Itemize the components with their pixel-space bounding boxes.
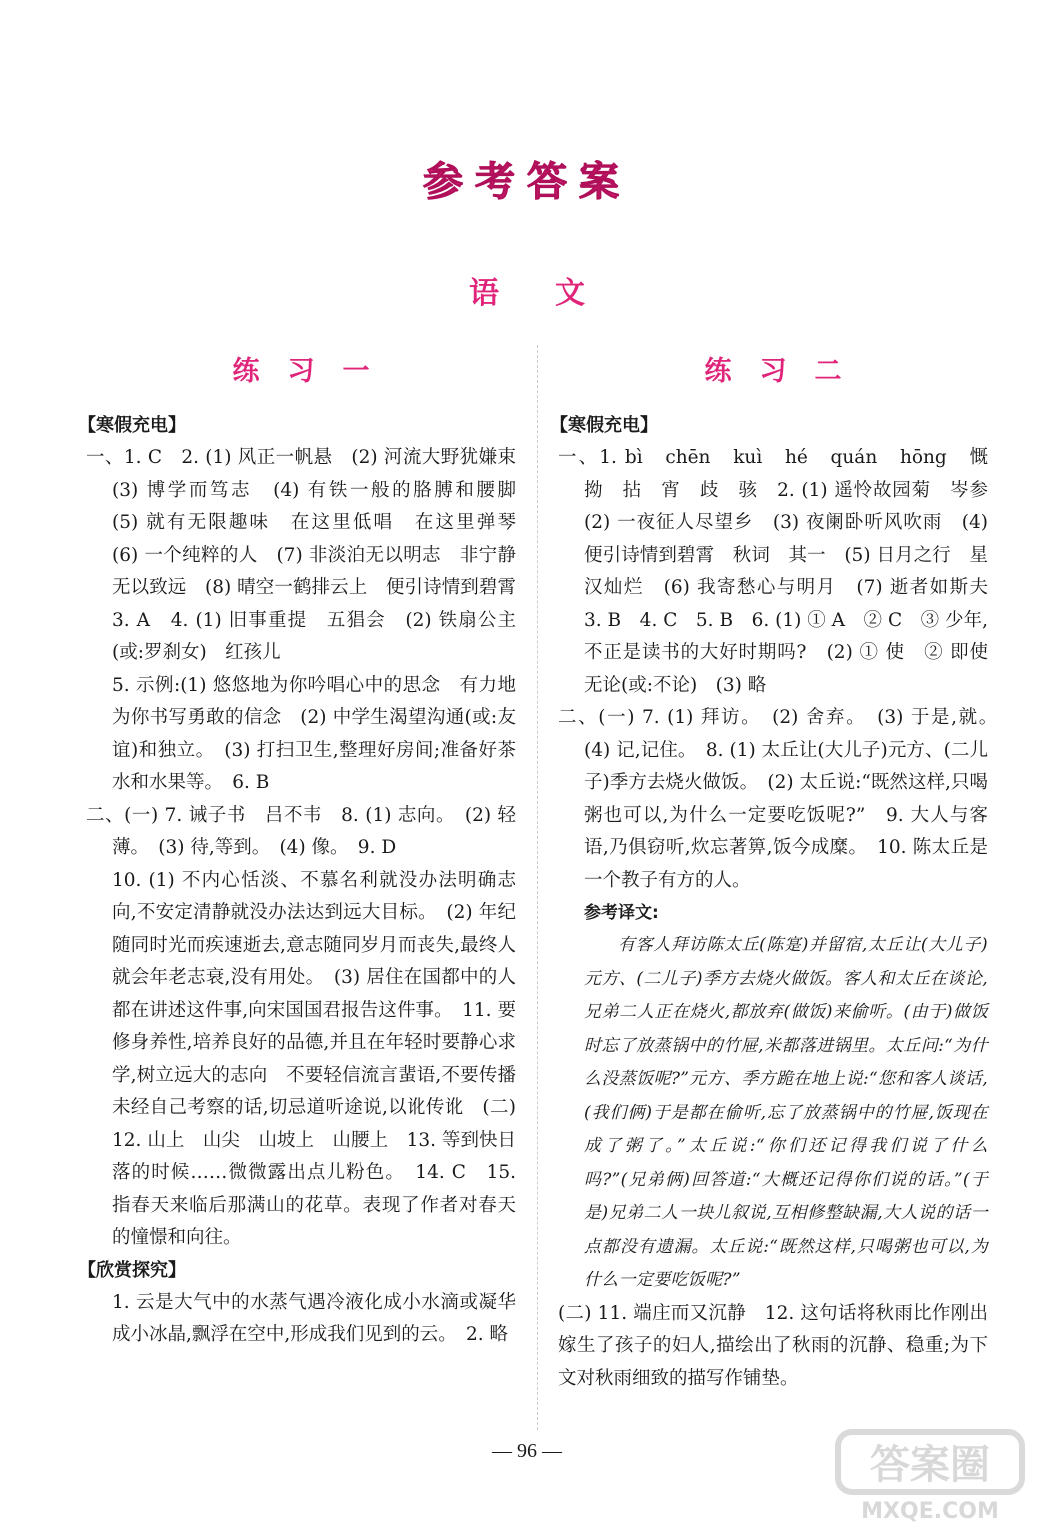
answer-paragraph: 一、1. C 2. (1) 风正一帆悬 (2) 河流大野犹嫌束 (3) 博学而笃志 (4) 有铁一般的胳膊和腰脚 (5) 就有无限趣味 在这里低唱 在这里弹琴 (6) 一个纯粹的人 (7) 非淡泊无以明志 非宁静无以致远 (8) 晴空一鹤排云上 便引诗情到碧霄 3. A 4. (1) 旧事重提 五猖会 (2) 铁扇公主(或:罗刹女) 红孩儿 bbox=[86, 447, 535, 663]
svg-text:答案圈: 答案圈 bbox=[870, 1442, 990, 1488]
exercise-title: 练习一 bbox=[232, 356, 398, 387]
svg-text:MXQE.COM: MXQE.COM bbox=[861, 1499, 999, 1524]
answer-paragraph: (二) 11. 端庄而又沉静 12. 这句话将秋雨比作刚出嫁生了孩子的妇人,描绘出了秋雨的沉静、稳重;为下文对秋雨细致的描写作铺垫。 bbox=[558, 1302, 988, 1389]
left-column bbox=[78, 352, 535, 1352]
answer-paragraph: 一、1. bì chēn kuì hé quán hōng 慨 拗 拈 宵 歧 骇 2. (1) 遥怜故园菊 岑参 (2) 一夜征人尽望乡 (3) 夜阑卧听风吹雨 (4) 便引诗情到碧霄 秋词 其一 (5) 日月之行 星汉灿烂 (6) 我寄愁心与明月 (7) 逝者如斯夫 3. B 4. C 5. B 6. (1) ① A ② C ③ 少年,不正是读书的大好时期吗? (2) ① 使 ② 即使 无论(或:不论) (3) 略 bbox=[558, 447, 1007, 696]
answer-paragraph: 5. 示例:(1) 悠悠地为你吟唱心中的思念 有力地为你书写勇敢的信念 (2) 中学生渴望沟通(或:友谊)和独立。 (3) 打扫卫生,整理好房间;准备好茶水和水果等。 6. B bbox=[112, 674, 516, 793]
watermark-logo bbox=[830, 1426, 1030, 1526]
section-heading: 【寒假充电】 bbox=[78, 415, 186, 436]
translation-text: 有客人拜访陈太丘(陈寔)并留宿,太丘让(大儿子)元方、(二儿子)季方去烧火做饭。客人和太丘在谈论,兄弟二人正在烧火,都放弃(做饭)来偷听。(由于)做饭时忘了放蒸锅中的竹屉,米都落进锅里。太丘问:“为什么没蒸饭呢?”元方、季方跪在地上说:“您和客人谈话,(我们俩)于是都在偷听,忘了放蒸锅中的竹屉,饭现在成了粥了。”太丘说:“你们还记得我们说了什么吗?”(兄弟俩)回答道:“大概还记得你们说的话。”(于是)兄弟二人一块儿叙说,互相修整缺漏,大人说的话一点都没有遗漏。太丘说:“既然这样,只喝粥也可以,为什么一定要吃饭呢?” bbox=[584, 935, 988, 1290]
answer-paragraph: 1. 云是大气中的水蒸气遇冷液化成小水滴或凝华成小冰晶,飘浮在空中,形成我们见到的云。 2. 略 bbox=[112, 1291, 516, 1345]
subject-heading: 语文 bbox=[469, 276, 641, 311]
section-heading: 【欣赏探究】 bbox=[78, 1259, 186, 1281]
section-heading: 【寒假充电】 bbox=[550, 415, 658, 436]
answer-paragraph: 10. (1) 不内心恬淡、不慕名利就没办法明确志向,不安定清静就没办法达到远大目标。 (2) 年纪随同时光而疾速逝去,意志随同岁月而丧失,最终人就会年老志衰,没有用处。 (3) 居住在国都中的人都在讲述这件事,向宋国国君报告这件事。 11. 要修身养性,培养良好的品德,并且在年轻时要静心求学,树立远大的志向 不要轻信流言蜚语,不要传播未经自己考察的话,切忌道听途说,以讹传讹 (二) 12. 山上 山尖 山坡上 山腰上 13. 等到快日落的时候……微微露出点儿粉色。 14. C 15. 指春天来临后那满山的花草。表现了作者对春天的憧憬和向往。 bbox=[112, 869, 516, 1248]
column-divider bbox=[537, 345, 538, 1430]
right-column bbox=[550, 352, 1007, 1395]
page-title: 参考答案 bbox=[423, 159, 631, 205]
translation-label: 参考译文: bbox=[584, 903, 659, 923]
answer-paragraph: 二、(一) 7. 诫子书 吕不韦 8. (1) 志向。 (2) 轻薄。 (3) 待,等到。 (4) 像。 9. D bbox=[86, 804, 516, 858]
exercise-title: 练习二 bbox=[704, 356, 870, 387]
answer-paragraph: 二、(一) 7. (1) 拜访。 (2) 舍弃。 (3) 于是,就。 (4) 记,记住。 8. (1) 太丘让(大儿子)元方、(二儿子)季方去烧火做饭。 (2) 太丘说:“既然这样,只喝粥也可以,为什么一定要吃饭呢?” 9. 大人与客语,乃俱窃听,炊忘著箅,饭今成糜。 10. 陈太丘是一个教子有方的人。 bbox=[558, 707, 1007, 891]
page-number: — 96 — bbox=[492, 1440, 562, 1462]
